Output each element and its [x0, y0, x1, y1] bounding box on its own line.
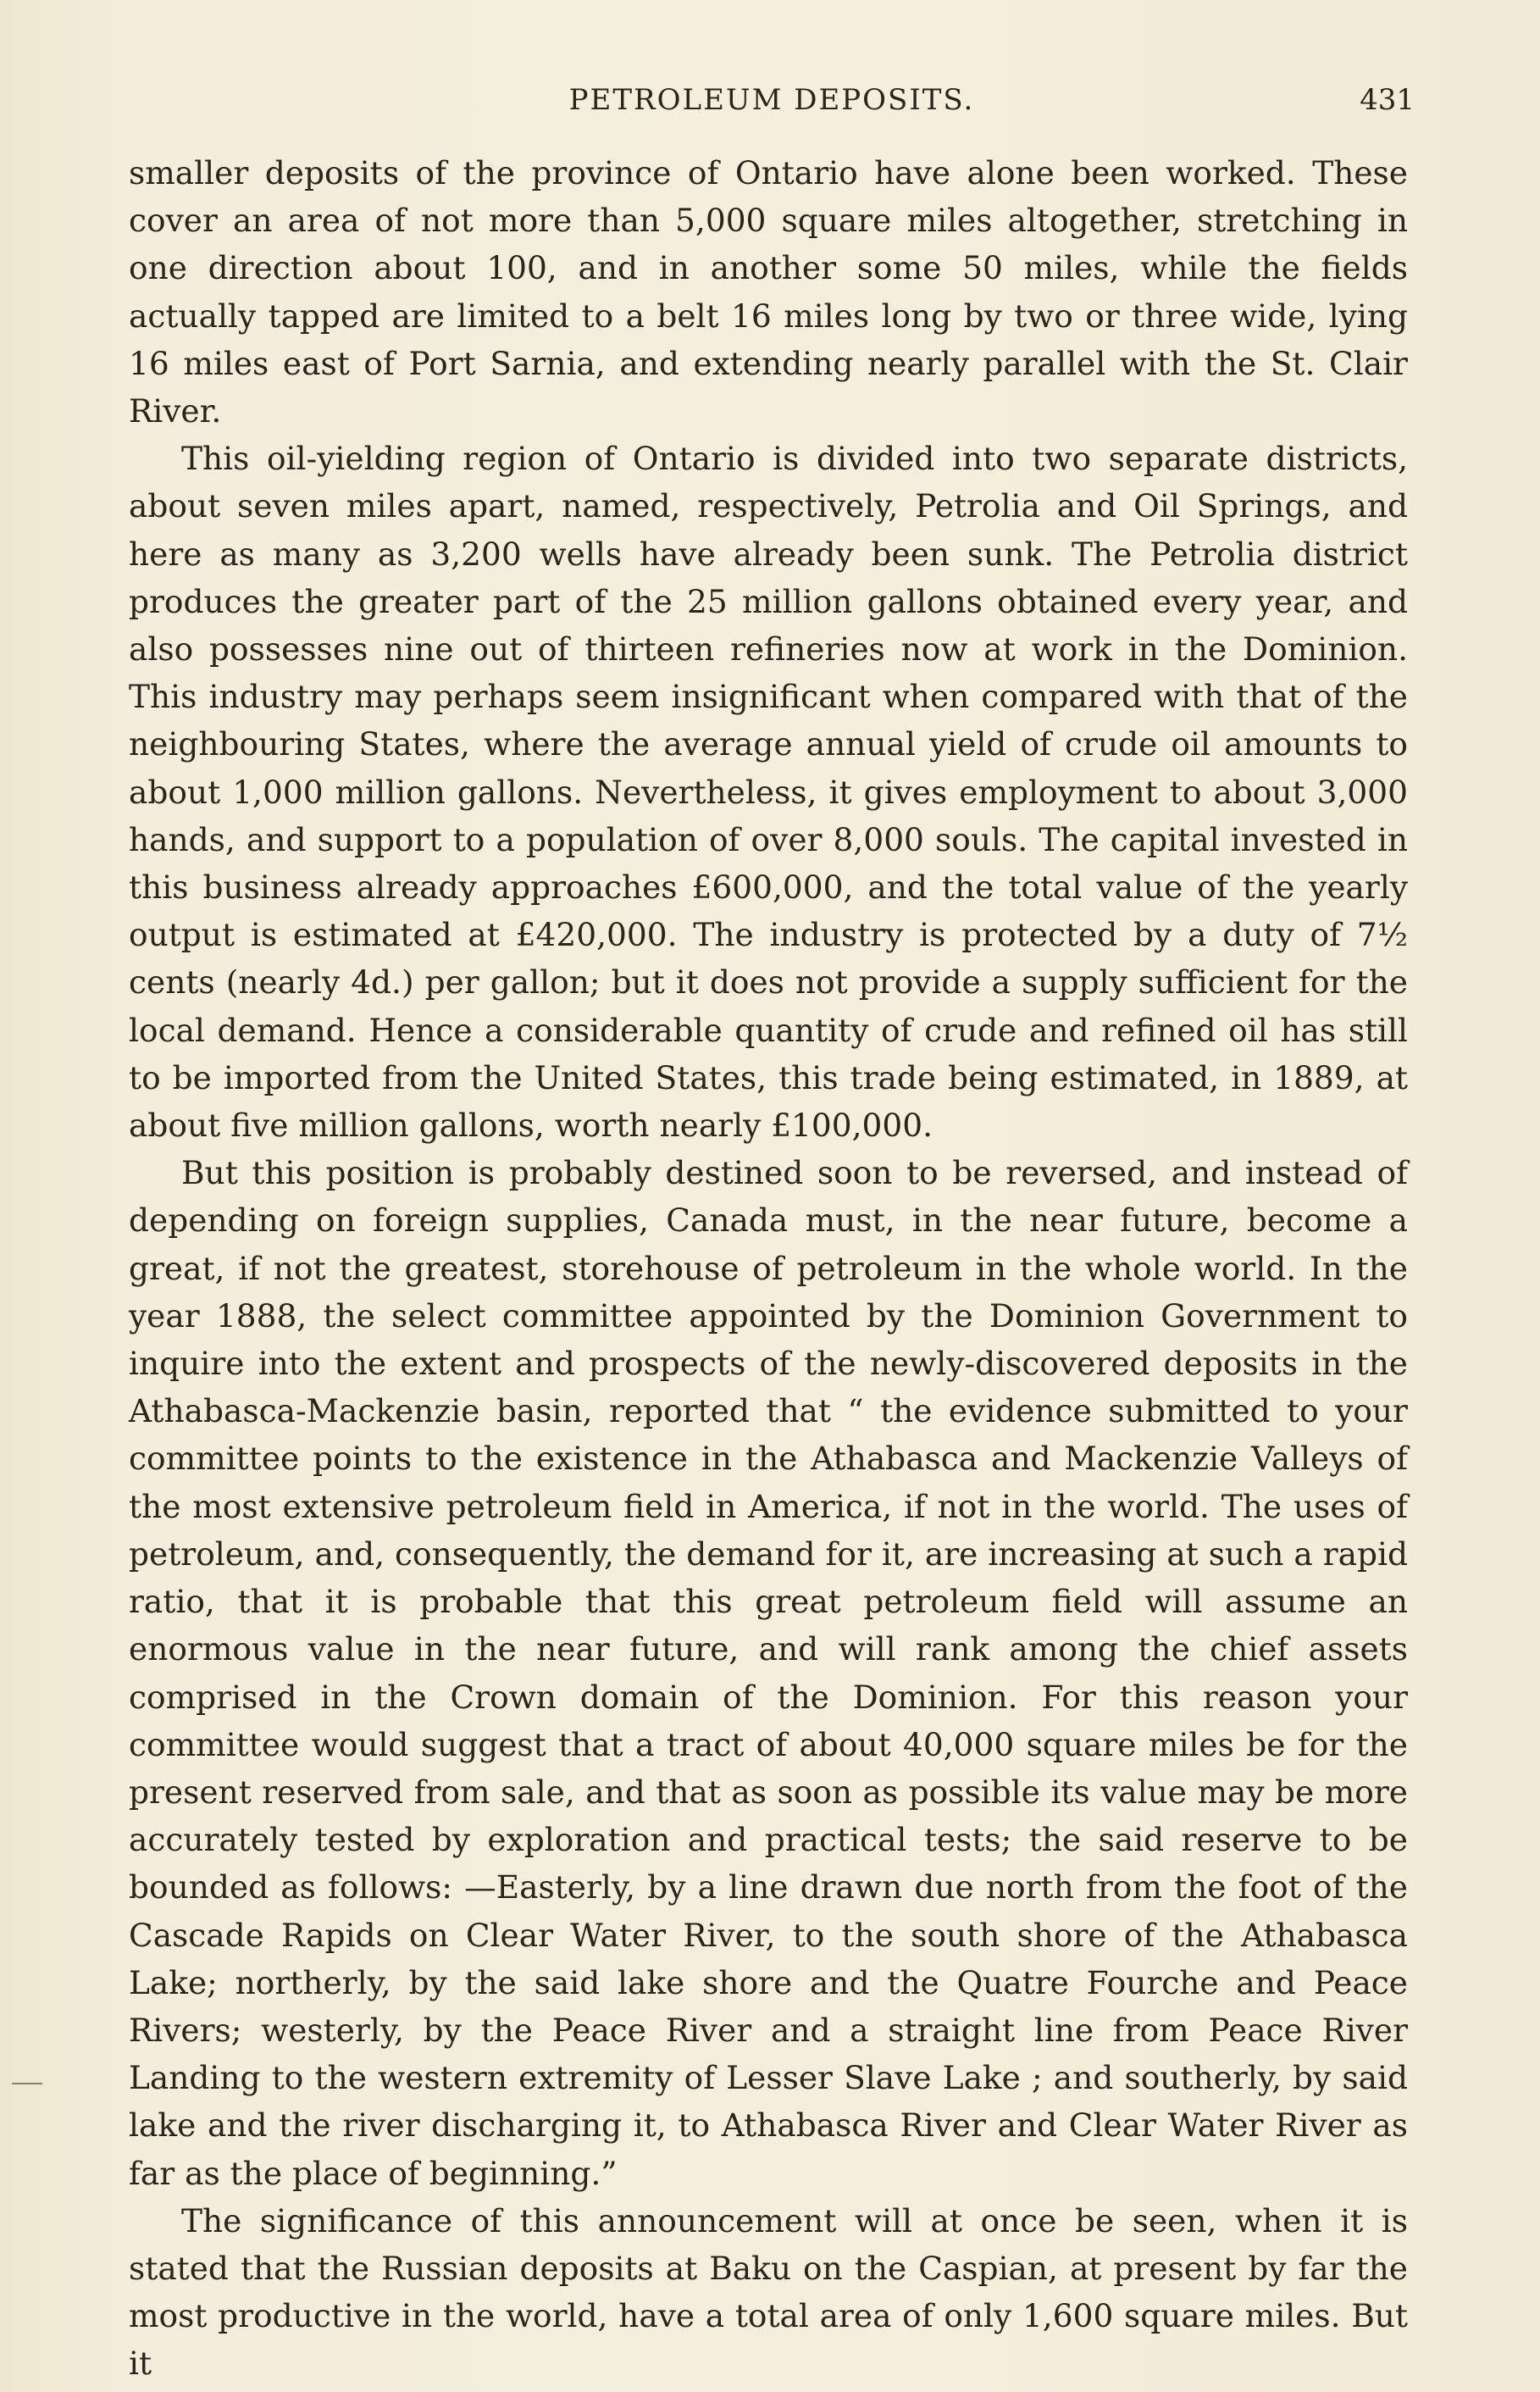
- paragraph-significance: The significance of this announcement will at once be seen, when it is stated that the Russian deposits at Baku on the Caspian, at present by far the most productive in the world, have a total area of only 1,600 square miles. But it: [129, 2201, 1408, 2383]
- paragraph-committee-report: But this position is probably destined soon to be reversed, and instead of depending on foreign supplies, Canada must, in the near future, become a great, if not the greatest, storehouse of petroleum in the whole world. In the year 1888, the select committee appointed by the Dominion Government to inquire into the extent and prospects of the newly-discovered deposits in the Athabasca-Mackenzie basin, reported that “ the evidence submitted to your committee points to the existence in the Athabasca and Mackenzie Valleys of the most extensive petroleum field in America, if not in the world. The uses of petroleum, and, consequently, the demand for it, are increasing at such a rapid ratio, that it is probable that this great petroleum field will assume an enormous value in the near future, and will rank among the chief assets comprised in the Crown domain of the Dominion. For this reason your committee would suggest that a tract of about 40,000 square miles be for the present reserved from sale, and that as soon as possible its value may be more accurately tested by exploration and practical tests; the said reserve to be bounded as follows: —Easterly, by a line drawn due north from the foot of the Cascade Rapids on Clear Water River, to the south shore of the Athabasca Lake; northerly, by the said lake shore and the Quatre Fourche and Peace Rivers; westerly, by the Peace River and a straight line from Peace River Landing to the western extremity of Lesser Slave Lake ; and southerly, by said lake and the river discharging it, to Athabasca River and Clear Water River as far as the place of beginning.”: [129, 1154, 1408, 2192]
- paragraph-ontario-districts: This oil-yielding region of Ontario is divided into two separate districts, about seven miles apart, named, respectively, Petrolia and Oil Springs, and here as many as 3,200 wells have already been sunk. The Petrolia district produces the greater part of the 25 million gallons obtained every year, and also possesses nine out of thirteen refineries now at work in the Dominion. This industry may perhaps seem insignificant when compared with that of the neighbouring States, where the average annual yield of crude oil amounts to about 1,000 million gallons. Nevertheless, it gives employment to about 3,000 hands, and support to a population of over 8,000 souls. The capital invested in this business already approaches £600,000, and the total value of the yearly output is estimated at £420,000. The industry is protected by a duty of 7½ cents (nearly 4d.) per gallon; but it does not provide a supply sufficient for the local demand. Hence a considerable quantity of crude and refined oil has still to be imported from the United States, this trade being estimated, in 1889, at about five million gallons, worth nearly £100,000.: [129, 440, 1408, 1145]
- paragraph-continuation: smaller deposits of the province of Ontario have alone been worked. These cover an area of not more than 5,000 square miles altogether, stretching in one direction about 100, and in another some 50 miles, while the fields actually tapped are limited to a belt 16 miles long by two or three wide, lying 16 miles east of Port Sarnia, and extending nearly parallel with the St. Clair River.: [129, 154, 1408, 430]
- body-text: [129, 149, 1408, 2388]
- page-number: 431: [1360, 83, 1415, 117]
- running-title: PETROLEUM DEPOSITS.: [568, 83, 975, 117]
- margin-mark: [12, 2083, 42, 2084]
- running-head: [129, 75, 1415, 125]
